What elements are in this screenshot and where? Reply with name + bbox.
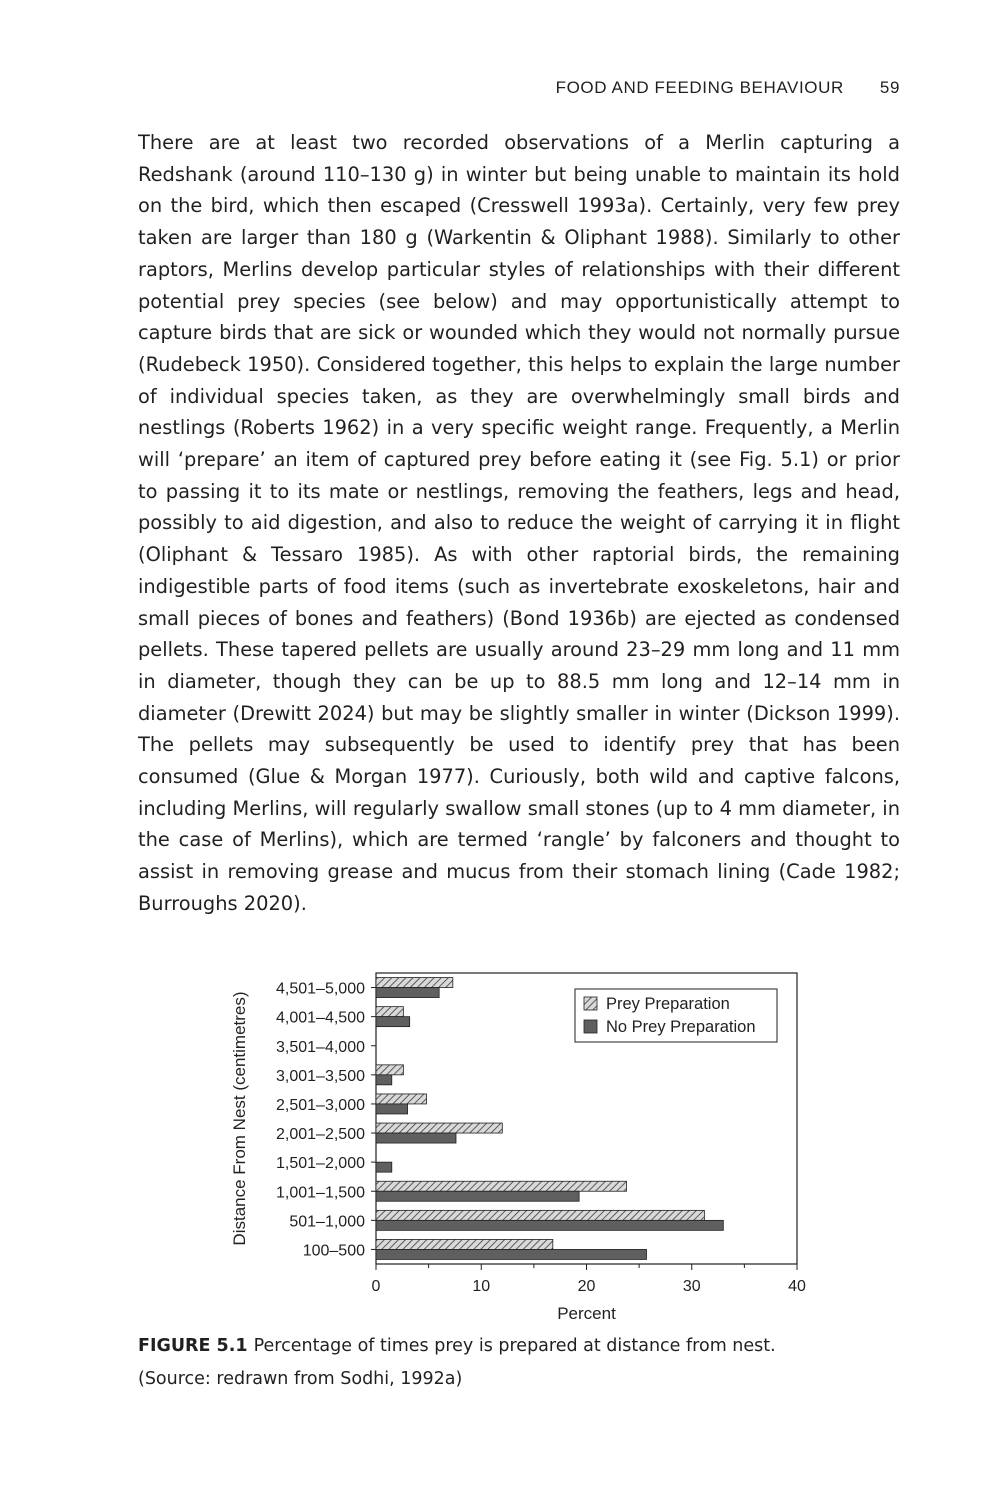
caption-text: Percentage of times prey is prepared at distance from nest.	[253, 1336, 776, 1356]
y-tick-label: 100–500	[302, 1242, 365, 1260]
bar-prey-preparation	[376, 1094, 427, 1104]
y-tick-label: 4,001–4,500	[276, 1009, 365, 1027]
y-tick-label: 501–1,000	[289, 1213, 365, 1231]
bar-prey-preparation	[376, 1007, 403, 1017]
body-paragraph: There are at least two recorded observations of a Merlin capturing a Redshank (around 110–130 g) in winter but being unable to maintain its hold on the bird, which then escaped (Cresswell 1993a). Certainly, very few prey taken are larger than 180 g (Warkentin & Oliphant 1988). Similarly to other raptors, Merlins develop particular styles of relationships with their different potential prey species (see below) and may opportunistically attempt to capture birds that are sick or wounded which they would not normally pursue (Rudebeck 1950). Considered together, this helps to explain the large number of individual species taken, as they are overwhelmingly small birds and nestlings (Roberts 1962) in a very specific weight range. Frequently, a Merlin will ‘prepare’ an item of captured prey before eating it (see Fig. 5.1) or prior to passing it to its mate or nestlings, removing the feathers, legs and head, possibly to aid digestion, and also to reduce the weight of carrying it in flight (Oliphant & Tessaro 1985). As with other raptorial birds, the remaining indigestible parts of food items (such as invertebrate exoskeletons, hair and small pieces of bones and feathers) (Bond 1936b) are ejected as condensed pellets. These tapered pellets are usually around 23–29 mm long and 11 mm in diameter, though they can be up to 88.5 mm long and 12–14 mm in diameter (Drewitt 2024) but may be slightly smaller in winter (Dickson 1999). The pellets may subsequently be used to identify prey that has been consumed (Glue & Morgan 1977). Curiously, both wild and captive falcons, including Merlins, will regularly swallow small stones (up to 4 mm diameter, in the case of Merlins), which are termed ‘rangle’ by falconers and thought to assist in removing grease and mucus from their stomach lining (Cade 1982; Burroughs 2020).	[138, 131, 900, 915]
x-tick-label: 40	[788, 1278, 806, 1295]
section-title: FOOD AND FEEDING BEHAVIOUR	[555, 78, 844, 97]
bar-no-prey-preparation	[376, 988, 439, 998]
figure-label: FIGURE 5.1	[138, 1336, 248, 1356]
bar-prey-preparation	[376, 978, 453, 988]
y-tick-label: 3,501–4,000	[276, 1038, 365, 1056]
bar-no-prey-preparation	[376, 1017, 410, 1027]
y-tick-label: 2,501–3,000	[276, 1096, 365, 1114]
bar-prey-preparation	[376, 1065, 403, 1075]
y-tick-label: 2,001–2,500	[276, 1126, 365, 1144]
x-tick-label: 0	[371, 1278, 381, 1295]
bar-no-prey-preparation	[376, 1075, 392, 1085]
legend-label: Prey Preparation	[606, 995, 730, 1013]
x-tick-label: 10	[472, 1278, 491, 1295]
legend-swatch	[584, 997, 597, 1010]
bar-prey-preparation	[376, 1239, 553, 1249]
running-head	[556, 78, 900, 98]
bar-no-prey-preparation	[376, 1249, 646, 1259]
y-axis-label: Distance From Nest (centimetres)	[230, 991, 249, 1246]
bar-prey-preparation	[376, 1181, 626, 1191]
bar-prey-preparation	[376, 1210, 704, 1220]
bar-no-prey-preparation	[376, 1133, 456, 1143]
bar-no-prey-preparation	[376, 1220, 723, 1230]
x-tick-label: 20	[577, 1278, 596, 1295]
bar-prey-preparation	[376, 1123, 502, 1133]
x-axis-label: Percent	[557, 1304, 616, 1323]
page-number: 59	[879, 78, 900, 97]
bar-no-prey-preparation	[376, 1191, 579, 1201]
y-tick-label: 3,001–3,500	[276, 1067, 365, 1085]
bar-no-prey-preparation	[376, 1104, 408, 1114]
x-tick-label: 30	[682, 1278, 701, 1295]
bar-no-prey-preparation	[376, 1162, 392, 1172]
legend-label: No Prey Preparation	[606, 1018, 756, 1036]
y-tick-label: 1,501–2,000	[276, 1155, 365, 1173]
y-tick-label: 1,001–1,500	[276, 1184, 365, 1202]
y-tick-label: 4,501–5,000	[276, 980, 365, 998]
legend-swatch	[584, 1020, 597, 1033]
figure-caption	[138, 1330, 900, 1396]
figure-5-1-chart	[225, 960, 825, 1330]
caption-source: (Source: redrawn from Sodhi, 1992a)	[138, 1369, 463, 1389]
